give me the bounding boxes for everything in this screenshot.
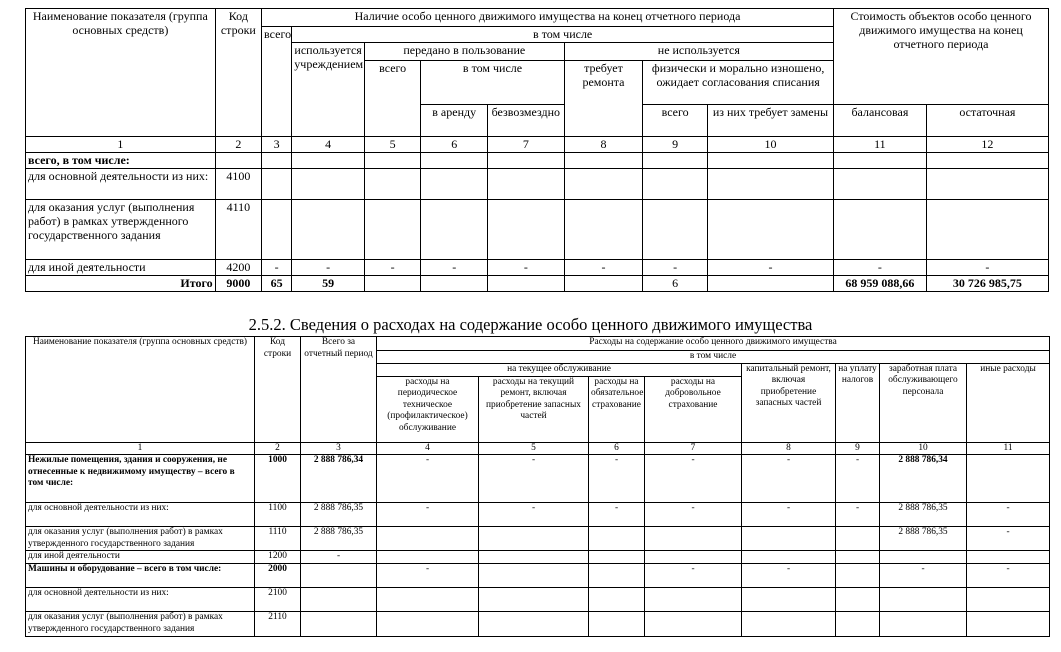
t2-header-expenses: Расходы на содержание особо ценного движимого имущества [377, 337, 1050, 351]
t2-cell [836, 612, 880, 636]
t1-colnum: 10 [707, 137, 833, 153]
t1-cell [487, 153, 564, 169]
ocdi-expenses-table [25, 336, 1050, 637]
t2-cell [479, 612, 589, 636]
t2-colnum: 9 [836, 442, 880, 455]
t2-cell [880, 588, 967, 612]
t2-row-code: 1000 [255, 455, 301, 503]
t1-cell: - [262, 260, 292, 276]
t1-header-replace: из них требует замены [707, 105, 833, 137]
t1-cell: 68 959 088,66 [834, 276, 927, 292]
t2-cell: 2 888 786,35 [880, 503, 967, 527]
t2-cell: - [742, 455, 836, 503]
t2-row-name: Нежилые помещения, здания и сооружения, не отнесенные к недвижимому имуществу – всего в том числе: [26, 455, 255, 503]
t1-cell [564, 169, 643, 200]
t2-cell [589, 564, 645, 588]
t2-header-volins: расходы на добровольное страхование [645, 376, 742, 442]
t2-header-current: на текущее обслуживание [377, 363, 742, 376]
t2-colnum: 10 [880, 442, 967, 455]
t2-header-currepair: расходы на текущий ремонт, включая приобретение запасных частей [479, 376, 589, 442]
t2-cell [301, 612, 377, 636]
t1-cell [926, 200, 1048, 260]
t1-header-name: Наименование показателя (группа основных средств) [26, 9, 216, 137]
t2-cell: - [479, 455, 589, 503]
t2-cell: - [301, 551, 377, 564]
t2-cell [377, 588, 479, 612]
t1-colnum: 1 [26, 137, 216, 153]
t2-cell [742, 588, 836, 612]
t2-cell: - [836, 503, 880, 527]
t1-cell [421, 153, 488, 169]
t2-row-code: 1110 [255, 527, 301, 551]
t2-cell [836, 588, 880, 612]
t1-cell [364, 200, 420, 260]
t2-cell: - [589, 503, 645, 527]
t2-cell: - [645, 503, 742, 527]
t2-cell [589, 527, 645, 551]
t1-colnum: 3 [262, 137, 292, 153]
t2-colnum: 5 [479, 442, 589, 455]
t1-cell: - [707, 260, 833, 276]
t2-header-total: Всего за отчетный период [301, 337, 377, 443]
t2-cell [589, 551, 645, 564]
t2-header-name: Наименование показателя (группа основных средств) [26, 337, 255, 443]
t1-header-code: Код строки [215, 9, 261, 137]
t2-cell [377, 527, 479, 551]
t2-cell: - [377, 455, 479, 503]
section-heading: 2.5.2. Сведения о расходах на содержание особо ценного движимого имущества [248, 315, 813, 334]
t2-cell [479, 588, 589, 612]
t2-cell [645, 588, 742, 612]
t1-cell [834, 200, 927, 260]
t1-cell [707, 169, 833, 200]
t1-cell [707, 276, 833, 292]
t2-cell [589, 612, 645, 636]
t2-cell: - [967, 564, 1050, 588]
t2-row-name: для иной деятельности [26, 551, 255, 564]
t1-row-name: для основной деятельности из них: [26, 169, 216, 200]
t1-cell [834, 153, 927, 169]
t1-header-presence: Наличие особо ценного движимого имущества на конец отчетного периода [262, 9, 834, 27]
t2-cell [645, 527, 742, 551]
t1-colnum: 9 [643, 137, 708, 153]
t1-cell [707, 153, 833, 169]
t2-header-other: иные расходы [967, 363, 1050, 442]
t1-cell: - [421, 260, 488, 276]
t1-header-repair: требует ремонта [564, 61, 643, 137]
t2-cell [479, 551, 589, 564]
t2-colnum: 2 [255, 442, 301, 455]
t1-cell: 65 [262, 276, 292, 292]
t2-header-capital: капитальный ремонт, включая приобретение запасных частей [742, 363, 836, 442]
t1-cell: - [926, 260, 1048, 276]
t2-cell [836, 527, 880, 551]
t2-cell: - [967, 503, 1050, 527]
t1-cell: - [364, 260, 420, 276]
t2-colnum: 6 [589, 442, 645, 455]
t1-cell [487, 276, 564, 292]
t1-cell [421, 200, 488, 260]
t2-header-property: на уплату налогов [836, 363, 880, 442]
t1-cell [564, 153, 643, 169]
t2-colnum: 8 [742, 442, 836, 455]
t1-header-free: безвозмездно [487, 105, 564, 137]
t1-cell [643, 200, 708, 260]
t2-row-code: 2100 [255, 588, 301, 612]
t2-cell: - [589, 455, 645, 503]
t1-header-total: всего [262, 27, 292, 137]
t2-row-name: для оказания услуг (выполнения работ) в рамках утвержденного государственного задания [26, 612, 255, 636]
t2-cell: - [836, 455, 880, 503]
t1-colnum: 4 [292, 137, 365, 153]
t2-colnum: 7 [645, 442, 742, 455]
t2-header-salary: заработная плата обслуживающего персонала [880, 363, 967, 442]
t2-cell [967, 612, 1050, 636]
t1-header-incl: в том числе [292, 27, 834, 43]
t2-cell [742, 612, 836, 636]
t1-cell [421, 276, 488, 292]
t1-row-name: для иной деятельности [26, 260, 216, 276]
t2-row-name: для основной деятельности из них: [26, 503, 255, 527]
t1-header-transferred-total: всего [364, 61, 420, 137]
t1-colnum: 8 [564, 137, 643, 153]
t2-colnum: 4 [377, 442, 479, 455]
t1-cell: - [834, 260, 927, 276]
t1-total-label: Итого [26, 276, 216, 292]
t1-cell [487, 169, 564, 200]
t1-cell [292, 169, 365, 200]
t1-row-code: 4100 [215, 169, 261, 200]
t1-colnum: 12 [926, 137, 1048, 153]
t1-cell: - [487, 260, 564, 276]
t2-cell: - [880, 564, 967, 588]
t1-colnum: 5 [364, 137, 420, 153]
t1-cell [364, 153, 420, 169]
t2-cell: 2 888 786,34 [880, 455, 967, 503]
t2-cell [742, 527, 836, 551]
t1-header-balance: балансовая [834, 105, 927, 137]
t2-cell [967, 551, 1050, 564]
t1-row-name: всего, в том числе: [26, 153, 216, 169]
t2-cell: 2 888 786,34 [301, 455, 377, 503]
t2-cell [967, 588, 1050, 612]
t1-header-transferred-incl: в том числе [421, 61, 564, 105]
t2-row-code: 1200 [255, 551, 301, 564]
t2-colnum: 11 [967, 442, 1050, 455]
t1-header-used: используется учреждением [292, 43, 365, 137]
t2-cell [589, 588, 645, 612]
t2-cell: 2 888 786,35 [880, 527, 967, 551]
t2-cell [479, 564, 589, 588]
t1-cell: 30 726 985,75 [926, 276, 1048, 292]
t1-row-code: 4110 [215, 200, 261, 260]
t2-cell [836, 564, 880, 588]
ocdi-presence-table [25, 8, 1049, 292]
t2-cell [645, 551, 742, 564]
t1-cell [926, 169, 1048, 200]
t2-cell [880, 551, 967, 564]
t2-cell [479, 527, 589, 551]
t2-cell: - [479, 503, 589, 527]
t2-row-code: 1100 [255, 503, 301, 527]
t2-cell: - [967, 527, 1050, 551]
t2-cell: 2 888 786,35 [301, 527, 377, 551]
t2-cell [645, 612, 742, 636]
t1-cell [564, 200, 643, 260]
t2-cell: 2 888 786,35 [301, 503, 377, 527]
t1-header-worn-total: всего [643, 105, 708, 137]
t1-cell [926, 153, 1048, 169]
t2-cell [880, 612, 967, 636]
t1-header-unused: не используется [564, 43, 833, 61]
t1-header-cost: Стоимость объектов особо ценного движимого имущества на конец отчетного периода [834, 9, 1049, 105]
t2-row-name: для оказания услуг (выполнения работ) в рамках утвержденного государственного задания [26, 527, 255, 551]
t2-header-periodic: расходы на периодическое техническое (профилактическое) обслуживание [377, 376, 479, 442]
t1-header-worn: физически и морально изношено, ожидает согласования списания [643, 61, 834, 105]
t1-row-code: 9000 [215, 276, 261, 292]
t2-cell [301, 588, 377, 612]
t1-header-residual: остаточная [926, 105, 1048, 137]
t1-row-name: для оказания услуг (выполнения работ) в рамках утвержденного государственного задания [26, 200, 216, 260]
t1-cell [707, 200, 833, 260]
t2-header-code: Код строки [255, 337, 301, 443]
t2-colnum: 3 [301, 442, 377, 455]
t1-cell [364, 276, 420, 292]
t2-row-name: Машины и оборудование – всего в том числе: [26, 564, 255, 588]
t2-cell: - [377, 564, 479, 588]
t1-cell [262, 169, 292, 200]
t1-cell [834, 169, 927, 200]
t2-header-mandins: расходы на обязательное страхование [589, 376, 645, 442]
t1-row-code [215, 153, 261, 169]
t1-header-rent: в аренду [421, 105, 488, 137]
t2-cell: - [742, 564, 836, 588]
t1-colnum: 6 [421, 137, 488, 153]
t1-cell [262, 153, 292, 169]
t2-cell: - [742, 503, 836, 527]
t1-cell [643, 169, 708, 200]
t1-cell [292, 200, 365, 260]
t1-cell [364, 169, 420, 200]
t1-header-transferred: передано в пользование [364, 43, 564, 61]
t1-cell: - [564, 260, 643, 276]
t1-colnum: 11 [834, 137, 927, 153]
t2-header-incl: в том числе [377, 351, 1050, 364]
t1-cell: 59 [292, 276, 365, 292]
t2-row-name: для основной деятельности из них: [26, 588, 255, 612]
t2-cell [967, 455, 1050, 503]
t2-cell [377, 551, 479, 564]
t1-cell [487, 200, 564, 260]
t1-cell [262, 200, 292, 260]
t2-row-code: 2110 [255, 612, 301, 636]
t1-cell [643, 153, 708, 169]
t1-colnum: 7 [487, 137, 564, 153]
t1-cell [292, 153, 365, 169]
t2-cell [742, 551, 836, 564]
t1-cell [564, 276, 643, 292]
t2-cell: - [645, 564, 742, 588]
t1-cell: - [292, 260, 365, 276]
t1-row-code: 4200 [215, 260, 261, 276]
t2-cell [836, 551, 880, 564]
t2-colnum: 1 [26, 442, 255, 455]
t2-cell [377, 612, 479, 636]
t2-row-code: 2000 [255, 564, 301, 588]
t1-cell: - [643, 260, 708, 276]
t2-cell: - [645, 455, 742, 503]
t1-cell [421, 169, 488, 200]
t2-cell: - [377, 503, 479, 527]
t1-cell: 6 [643, 276, 708, 292]
t1-colnum: 2 [215, 137, 261, 153]
t2-cell [301, 564, 377, 588]
